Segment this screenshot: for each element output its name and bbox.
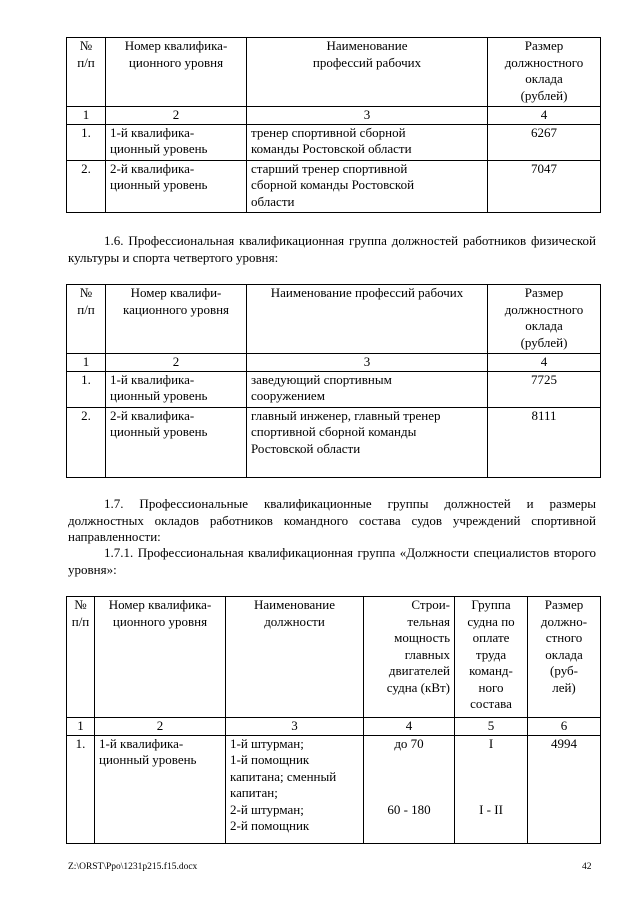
salary-value: 4994: [528, 735, 601, 843]
qualification-level: 1-й квалифика- ционный уровень: [106, 371, 247, 407]
engine-power: до 70 60 - 180: [364, 735, 455, 843]
qualification-level: 2-й квалифика- ционный уровень: [106, 160, 247, 212]
header-cell: № п/п: [67, 285, 106, 354]
vessel-group: I I - II: [455, 735, 528, 843]
column-number-row: [67, 718, 601, 736]
column-number: 6: [528, 718, 601, 736]
position-name: 1-й штурман; 1-й помощник капитана; сменный капитан; 2-й штурман; 2-й помощник: [226, 735, 364, 843]
qualification-level: 2-й квалифика- ционный уровень: [106, 407, 247, 477]
column-number: 3: [247, 107, 488, 125]
header-cell: Размер должно- стного оклада (руб- лей): [528, 597, 601, 718]
row-number: 2.: [67, 407, 106, 477]
column-number: 3: [226, 718, 364, 736]
qualification-level: 1-й квалифика- ционный уровень: [106, 124, 247, 160]
column-number: 5: [455, 718, 528, 736]
paragraph-1-7-1: 1.7.1. Профессиональная квалификационная группа «Должности специалистов второго уровня»:: [68, 545, 596, 577]
paragraph-1-6: 1.6. Профессиональная квалификационная группа должностей работников физической культуры и спорта четвертого уровня:: [68, 233, 596, 265]
table-header-row: [67, 38, 601, 107]
profession-name: заведующий спортивным сооружением: [247, 371, 488, 407]
header-cell: Наименование профессий рабочих: [247, 285, 488, 354]
header-cell: Номер квалифика- ционного уровня: [106, 38, 247, 107]
salary-value: 6267: [488, 124, 601, 160]
salary-value: 7047: [488, 160, 601, 212]
table-row: [67, 407, 601, 477]
header-cell: Группа судна по оплате труда команд- ного состава: [455, 597, 528, 718]
paragraph-1-7: 1.7. Профессиональные квалификационные группы должностей и размеры должностных окладов работников командного состава судов учреждений спортивной направленности:: [68, 496, 596, 544]
table-2: [66, 284, 601, 478]
column-number: 2: [106, 107, 247, 125]
header-cell: Номер квалифи- кационного уровня: [106, 285, 247, 354]
header-cell: Размер должностного оклада (рублей): [488, 285, 601, 354]
header-cell: Строи- тельная мощность главных двигателей судна (кВт): [364, 597, 455, 718]
page-number: 42: [582, 862, 592, 872]
column-number: 1: [67, 718, 95, 736]
table-header-row: [67, 597, 601, 718]
footer-file-path: Z:\ORST\Ppo\1231p215.f15.docx: [68, 862, 198, 872]
table-3: [66, 596, 601, 844]
profession-name: старший тренер спортивной сборной команды Ростовской области: [247, 160, 488, 212]
row-number: 1.: [67, 371, 106, 407]
header-cell: Размер должностного оклада (рублей): [488, 38, 601, 107]
header-cell: Наименование должности: [226, 597, 364, 718]
column-number: 4: [488, 107, 601, 125]
table-row: [67, 735, 601, 843]
header-cell: № п/п: [67, 597, 95, 718]
table-row: [67, 371, 601, 407]
qualification-level: 1-й квалифика- ционный уровень: [95, 735, 226, 843]
column-number: 1: [67, 107, 106, 125]
profession-name: главный инженер, главный тренер спортивной сборной команды Ростовской области: [247, 407, 488, 477]
header-cell: № п/п: [67, 38, 106, 107]
salary-value: 8111: [488, 407, 601, 477]
table-row: [67, 160, 601, 212]
row-number: 1.: [67, 124, 106, 160]
table-row: [67, 124, 601, 160]
column-number: 4: [488, 354, 601, 372]
column-number: 1: [67, 354, 106, 372]
column-number-row: [67, 354, 601, 372]
column-number: 2: [95, 718, 226, 736]
column-number: 4: [364, 718, 455, 736]
column-number: 2: [106, 354, 247, 372]
column-number-row: [67, 107, 601, 125]
header-cell: Номер квалифика- ционного уровня: [95, 597, 226, 718]
column-number: 3: [247, 354, 488, 372]
table-1: [66, 37, 601, 213]
row-number: 2.: [67, 160, 106, 212]
header-cell: Наименование профессий рабочих: [247, 38, 488, 107]
salary-value: 7725: [488, 371, 601, 407]
row-number: 1.: [67, 735, 95, 843]
table-header-row: [67, 285, 601, 354]
profession-name: тренер спортивной сборной команды Ростовской области: [247, 124, 488, 160]
